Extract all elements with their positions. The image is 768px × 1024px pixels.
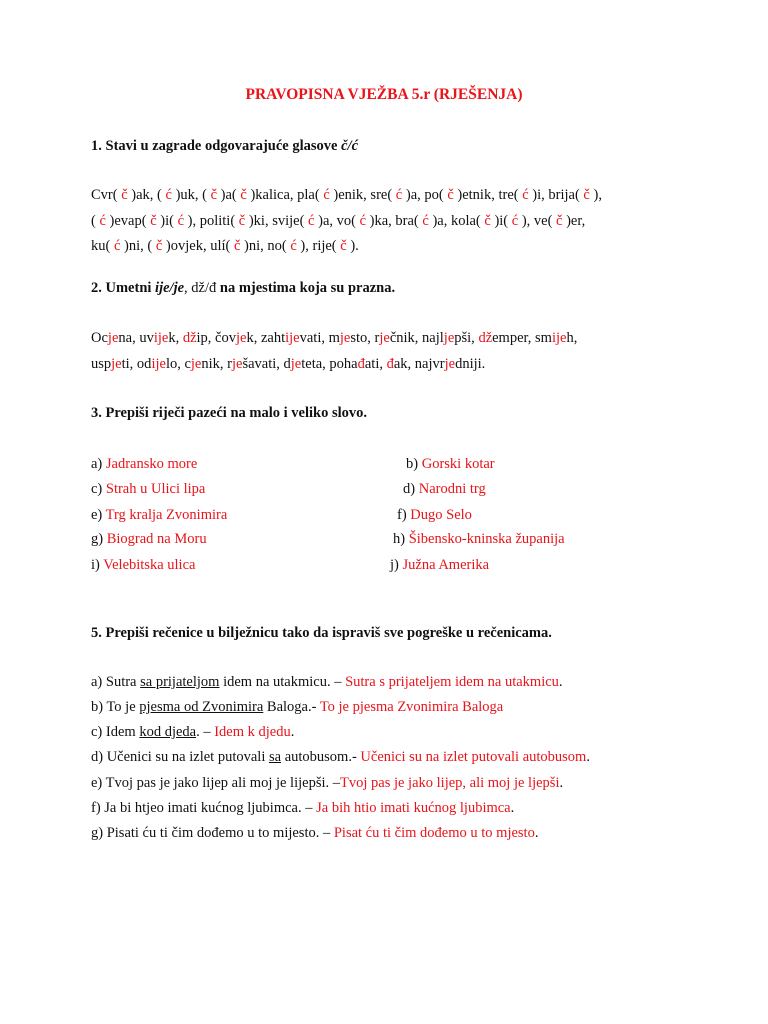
option-label: d) [403, 481, 416, 497]
text-run: idem na utakmicu. – [219, 674, 346, 690]
answer-text: ć [323, 187, 330, 203]
text-run: g) Pisati ću ti čim dođemo u to mijesto. – [91, 825, 334, 841]
answer-text: je [190, 356, 202, 372]
answer-text: đ [357, 356, 365, 372]
text-run: na, uv [118, 330, 154, 346]
underlined-error: sa [268, 749, 282, 765]
text-run: ), rije( [296, 238, 341, 254]
answer-text: ije [151, 356, 166, 372]
text-run: lo, c [165, 356, 191, 372]
answer-text: je [339, 330, 351, 346]
option-b [406, 456, 495, 473]
text-run: ip, čov [196, 330, 236, 346]
answer-text: je [379, 330, 390, 346]
option-h [393, 531, 565, 548]
answer-text: To je pjesma Zvonimira Baloga [319, 699, 504, 715]
text-run: a) Sutra [91, 674, 141, 690]
text-run: pši, [454, 330, 479, 346]
answer-text: č [150, 213, 157, 229]
text-run: nik, r [201, 356, 232, 372]
option-label: i) [91, 557, 100, 573]
text-run: vati, m [299, 330, 340, 346]
text-run: )ka, bra( [366, 213, 423, 229]
text-run: dniji. [455, 356, 486, 372]
text-run: ), politi( [184, 213, 239, 229]
answer-text: č [484, 213, 491, 229]
answer-text: č [238, 213, 246, 229]
text-run: )ak, ( [127, 187, 166, 203]
answer-text: je [444, 356, 456, 372]
page-title: PRAVOPISNA VJEŽBA 5.r (RJEŠENJA) [245, 86, 523, 103]
text-run: )a( [217, 187, 241, 203]
text-run: . [196, 724, 200, 740]
text-run: )ovjek, ulí( [162, 238, 234, 254]
text-run: )i( [490, 213, 512, 229]
answer-text: č [121, 187, 128, 203]
text-run: )a, vo( [314, 213, 360, 229]
option-c [91, 481, 205, 498]
section-1-heading-emphasis: č/ć [341, 138, 359, 154]
answer-text: ć [511, 213, 519, 229]
option-answer: Jadransko more [105, 456, 198, 472]
text-run: b) To je [91, 699, 140, 715]
answer-text: Pisat ću ti čim dođemo u to mjesto [333, 825, 535, 841]
section-2-heading [91, 280, 395, 297]
text-run: )i, brija( [528, 187, 584, 203]
text-run: )i( [156, 213, 178, 229]
answer-text: je [111, 356, 122, 372]
text-run: usp [91, 356, 112, 372]
option-label: b) [406, 456, 419, 472]
text-run: autobusom.- [281, 749, 361, 765]
text-run: )er, [562, 213, 586, 229]
answer-text: ć [522, 187, 529, 203]
answer-text: Sutra s prijateljem idem na utakmicu [345, 674, 559, 690]
text-run: ), ve( [518, 213, 557, 229]
text-run: Baloga.- [263, 699, 320, 715]
text-run: k, [168, 330, 183, 346]
answer-text: ć [290, 238, 297, 254]
section-2-heading-letters: , dž/đ [184, 280, 217, 296]
answer-text: č [447, 187, 454, 203]
text-run: )ki, svije( [245, 213, 309, 229]
answer-text: č [583, 187, 590, 203]
answer-text: č [556, 213, 563, 229]
text-run: e) Tvoj pas je jako lijep ali moj je lijepši. – [91, 775, 340, 791]
answer-text: č [240, 187, 247, 203]
text-run: c) Idem [91, 724, 140, 740]
text-run: )a, po( [402, 187, 448, 203]
text-run: ti, od [121, 356, 152, 372]
answer-text: č [210, 187, 218, 203]
option-answer: Trg kralja Zvonimira [105, 507, 228, 523]
answer-text: je [290, 356, 302, 372]
section-3-heading: 3. Prepiši riječi pazeći na malo i veliko slovo. [91, 405, 368, 421]
text-run: . [558, 674, 563, 690]
text-run: sto, r [350, 330, 380, 346]
text-run: Cvr( [91, 187, 122, 203]
text-run: h, [566, 330, 578, 346]
option-answer: Južna Amerika [402, 557, 490, 573]
answer-text: ije [153, 330, 169, 346]
answer-text: č [233, 238, 241, 254]
answer-text: ć [177, 213, 184, 229]
option-a [91, 456, 197, 473]
text-run: )ni, no( [240, 238, 291, 254]
text-run: . [510, 800, 515, 816]
answer-text: ć [113, 238, 121, 254]
answer-text: ć [395, 187, 403, 203]
answer-text: ije [285, 330, 300, 346]
section-5-sentence-e [91, 775, 563, 792]
answer-text: Tvoj pas je jako lijep, ali moj je ljepši [340, 775, 560, 791]
option-answer: Šibensko-kninska županija [408, 531, 565, 547]
section-1-line-2 [91, 213, 585, 230]
option-e [91, 507, 227, 524]
section-1-line-3 [91, 238, 359, 255]
section-5-sentence-b [91, 699, 503, 716]
option-label: h) [393, 531, 406, 547]
text-run: ( [91, 213, 100, 229]
text-run: )evap( [105, 213, 151, 229]
answer-text: ć [165, 187, 172, 203]
answer-text: Idem k djedu [214, 724, 291, 740]
answer-text: ije [551, 330, 567, 346]
text-run: šavati, d [242, 356, 291, 372]
text-run: . [559, 775, 564, 791]
section-5-sentence-d [91, 749, 590, 766]
underlined-error: kod djeda [139, 724, 197, 740]
section-2-heading-rest: na mjestima koja su prazna. [216, 280, 396, 296]
text-run: f) Ja bi htjeo imati kućnog ljubimca. – [91, 800, 317, 816]
text-run: ). [346, 238, 359, 254]
text-run: – [199, 724, 215, 740]
section-1-line-1 [91, 187, 602, 204]
answer-text: Ja bih htio imati kućnog ljubimca [316, 800, 511, 816]
option-label: a) [91, 456, 103, 472]
text-run: Oc [91, 330, 108, 346]
text-run: teta, poha [301, 356, 358, 372]
option-g [91, 531, 207, 548]
text-run: ku( [91, 238, 114, 254]
option-label: c) [91, 481, 103, 497]
option-i [91, 557, 195, 574]
text-run: . [290, 724, 295, 740]
text-run: k, zaht [246, 330, 286, 346]
section-1-heading [91, 138, 358, 155]
answer-text: dž [182, 330, 197, 346]
answer-text: đ [386, 356, 394, 372]
text-run: ak, najvr [393, 356, 445, 372]
section-5-sentence-g [91, 825, 538, 842]
section-2-heading-text: 2. Umetni [91, 280, 156, 296]
section-5-sentence-f [91, 800, 514, 817]
option-answer: Narodni trg [418, 481, 486, 497]
text-run: )ni, ( [120, 238, 156, 254]
option-answer: Dugo Selo [410, 507, 472, 523]
answer-text: ć [359, 213, 367, 229]
text-run: . [586, 749, 590, 765]
answer-text: Učenici su na izlet putovali autobusom [360, 749, 587, 765]
option-d [403, 481, 486, 498]
section-2-heading-emphasis: ije/je [155, 280, 185, 296]
answer-text: dž [478, 330, 493, 346]
option-answer: Strah u Ulici lipa [105, 481, 206, 497]
section-5-heading: 5. Prepiši rečenice u bilježnicu tako da ispraviš sve pogreške u rečenicama. [91, 625, 552, 641]
answer-text: ć [308, 213, 315, 229]
answer-text: ć [422, 213, 429, 229]
option-j [390, 557, 489, 574]
section-5-sentence-c [91, 724, 294, 741]
answer-text: ć [99, 213, 106, 229]
text-run: ), [589, 187, 602, 203]
answer-text: č [155, 238, 163, 254]
option-answer: Gorski kotar [421, 456, 495, 472]
text-run: )kalica, pla( [246, 187, 324, 203]
section-2-line-2 [91, 356, 485, 373]
underlined-error: sa prijateljom [140, 674, 220, 690]
text-run: )etnik, tre( [453, 187, 523, 203]
answer-text: je [235, 330, 247, 346]
underlined-error: pjesma od Zvonimira [139, 699, 264, 715]
option-answer: Biograd na Moru [106, 531, 207, 547]
option-label: e) [91, 507, 103, 523]
text-run: d) Učenici su na izlet putovali [91, 749, 269, 765]
answer-text: č [340, 238, 347, 254]
text-run: ati, [364, 356, 387, 372]
text-run: emper, sm [492, 330, 552, 346]
section-2-line-1 [91, 330, 577, 347]
option-label: g) [91, 531, 104, 547]
option-f [397, 507, 472, 524]
answer-text: je [231, 356, 243, 372]
text-run: . [534, 825, 539, 841]
text-run: )a, kola( [428, 213, 485, 229]
option-answer: Velebitska ulica [103, 557, 196, 573]
answer-text: je [107, 330, 119, 346]
text-run: čnik, najl [389, 330, 444, 346]
section-1-heading-text: 1. Stavi u zagrade odgovarajuće glasove [91, 138, 342, 154]
text-run: )uk, ( [171, 187, 211, 203]
option-label: f) [397, 507, 407, 523]
answer-text: je [443, 330, 455, 346]
section-5-sentence-a [91, 674, 563, 691]
text-run: )enik, sre( [329, 187, 396, 203]
option-label: j) [390, 557, 399, 573]
